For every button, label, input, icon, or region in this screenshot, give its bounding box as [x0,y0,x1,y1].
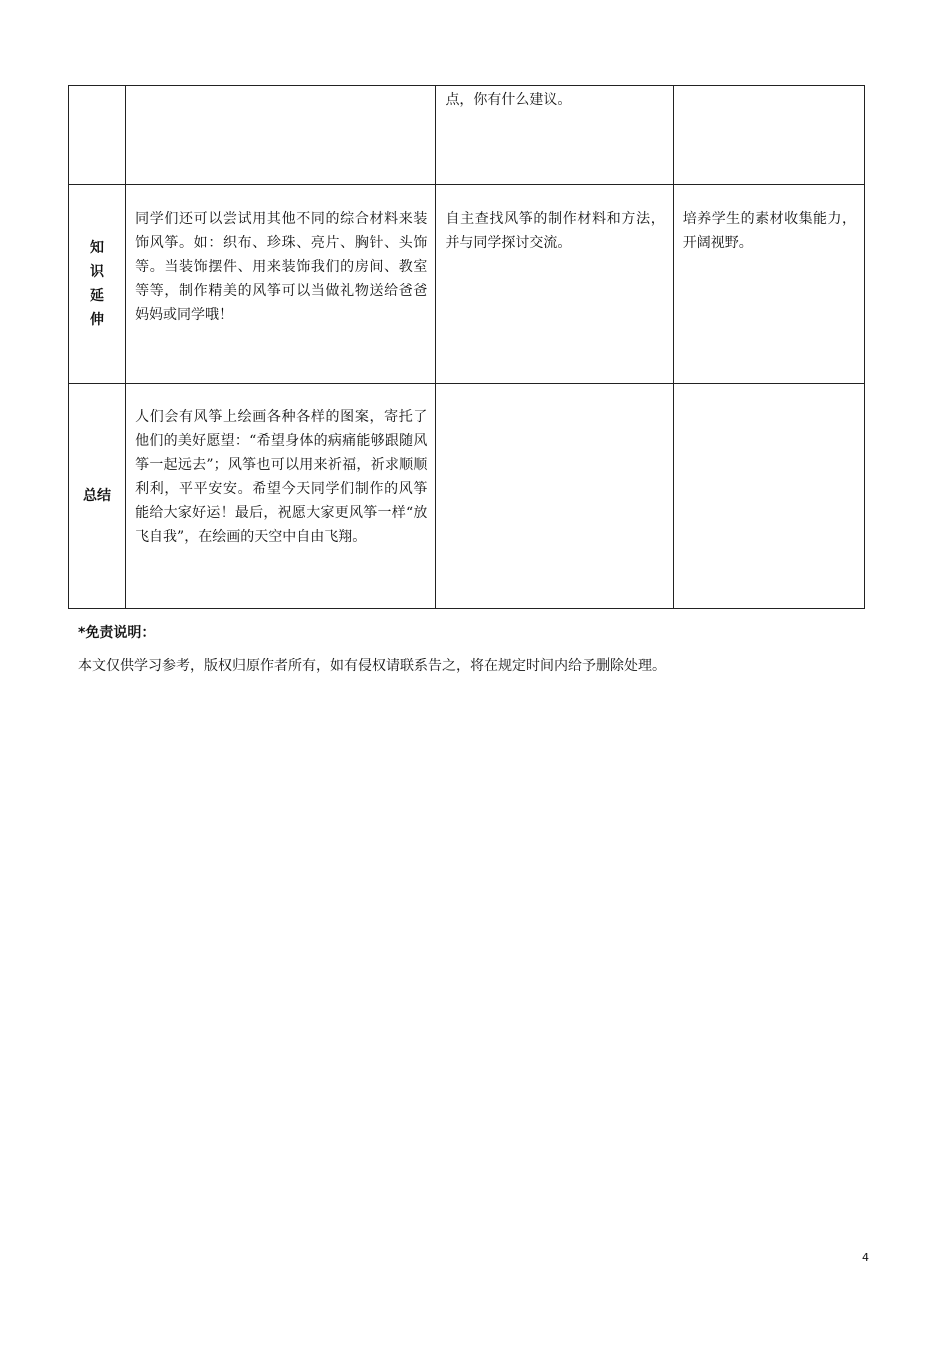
design-intent: 培养学生的素材收集能力，开阔视野。 [682,211,856,251]
table-row [69,86,865,185]
design-intent-cell [673,86,864,185]
row-label-cell [69,86,126,185]
disclaimer-text: 本文仅供学习参考，版权归原作者所有，如有侵权请联系告之，将在规定时间内给予删除处理。 [78,658,666,674]
student-activity [436,384,672,405]
design-intent-cell [673,185,864,384]
design-intent [674,86,864,88]
row-label: 总结 [83,488,112,504]
student-activity-cell [436,384,673,609]
table-row [69,185,865,384]
content-cell [126,86,436,185]
teaching-content [126,86,435,88]
student-activity-cell [436,86,673,185]
student-activity: 点，你有什么建议。 [445,92,572,108]
row-label-cell [69,185,126,384]
teaching-content: 同学们还可以尝试用其他不同的综合材料来装饰风筝。如：织布、珍珠、亮片、胸针、头饰等。当装饰摆件、用来装饰我们的房间、教室等等，制作精美的风筝可以当做礼物送给爸爸妈妈或同学哦！ [135,211,428,323]
teaching-content: 人们会有风筝上绘画各种各样的图案，寄托了他们的美好愿望：“希望身体的病痛能够跟随风筝一起远去”；风筝也可以用来祈福，祈求顺顺利利，平平安安。希望今天同学们制作的风筝能给大家好运！最后，祝愿大家更风筝一样“放飞自我”，在绘画的天空中自由飞翔。 [135,409,428,545]
content-cell [126,185,436,384]
disclaimer-title: *免责说明： [78,625,156,641]
row-label-cell [69,384,126,609]
page-number: 4 [862,1251,869,1264]
design-intent-cell [673,384,864,609]
student-activity-cell [436,185,673,384]
student-activity: 自主查找风筝的制作材料和方法，并与同学探讨交流。 [445,211,665,251]
lesson-plan-table [68,85,865,609]
table-row [69,384,865,609]
design-intent [674,384,864,405]
content-cell [126,384,436,609]
row-label: 知识延伸 [90,240,105,328]
